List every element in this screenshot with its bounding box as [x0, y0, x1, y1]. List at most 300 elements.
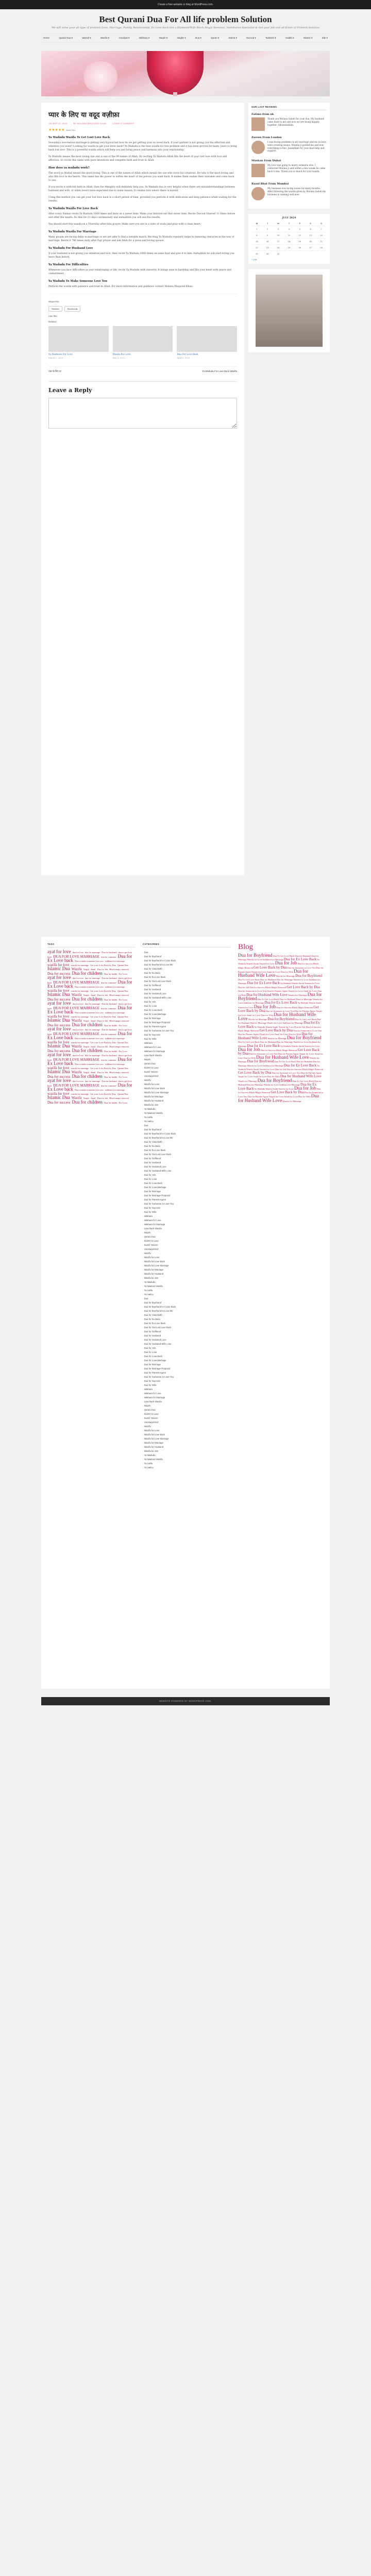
tag-link[interactable]: DUA FOR LOVE MARRIAGE [53, 1057, 100, 1062]
tag-link[interactable]: Dua for Ex Love back [47, 1030, 132, 1040]
calendar-day[interactable]: 29 [251, 251, 262, 257]
calendar-day[interactable]: 5 [294, 226, 305, 232]
nav-item[interactable]: Qurani Dua ▾ [59, 37, 73, 39]
category-item[interactable]: › Qurani Dua [143, 1234, 230, 1239]
blog-link[interactable]: Dua for Parents Agree [238, 1033, 259, 1036]
tag-link[interactable]: Black magic removal [109, 1097, 129, 1099]
blog-link[interactable]: Dua for Wife [298, 1095, 311, 1098]
calendar-day[interactable]: 8 [251, 232, 262, 239]
category-item[interactable]: › Dua for Love Back [143, 1181, 230, 1185]
tag-link[interactable]: istikhara for marriage [105, 1037, 125, 1040]
blog-link[interactable]: Wazifa for Marriage [276, 975, 295, 978]
tag-link[interactable]: Dua to make someone love you [75, 1037, 104, 1040]
tag-link[interactable]: ayat for love [47, 975, 71, 980]
tag-link[interactable]: Islamic Dua [47, 992, 70, 997]
blog-link[interactable]: Dua To Get Love Back [257, 998, 279, 1001]
tag-link[interactable]: ayat for love [47, 1026, 71, 1031]
calendar-day[interactable]: 2 [262, 226, 273, 232]
category-item[interactable]: › Dua for Girlfriend [143, 983, 230, 987]
blog-link[interactable]: Dua for Wife [267, 1075, 280, 1078]
category-item[interactable]: › Dua for Husband Wife Love [143, 1342, 230, 1346]
tag-link[interactable]: Dua for health [104, 1049, 117, 1053]
calendar-day[interactable]: 11 [284, 232, 295, 239]
blog-link[interactable]: Black Magic Removal [302, 1067, 324, 1071]
tag-link[interactable]: DUA FOR LOVE MARRIAGE [53, 1006, 100, 1010]
blog-link[interactable]: Ya Wadudu Wazifa [238, 1064, 320, 1071]
nav-item[interactable]: Tasbeeh ▾ [265, 37, 276, 39]
post-date[interactable]: ON MAY 22, 2024 [48, 122, 68, 125]
category-item[interactable]: › Uncategorized [143, 1420, 230, 1424]
blog-link[interactable]: Dua for Boyfriend [267, 1017, 295, 1022]
tag-link[interactable]: Qurani Dua [117, 989, 128, 992]
tag-link[interactable]: DUA FOR LOVE MARRIAGE [53, 980, 100, 985]
blog-link[interactable]: Get Love Back by Dua [238, 1071, 272, 1075]
calendar-day[interactable]: 31 [273, 251, 284, 257]
blog-link[interactable]: Ya Wadudu Wazifa [297, 1002, 315, 1005]
tag-link[interactable]: Dua for Job [97, 1071, 108, 1074]
tag-link[interactable]: Get your Love Back by Dua [90, 1041, 116, 1044]
blog-link[interactable]: Ya Wadudu Wazifa [254, 1087, 272, 1090]
nav-item[interactable]: Istigfar ▾ [177, 37, 186, 39]
category-item[interactable]: › Ya Wadudu [143, 1280, 230, 1284]
blog-link[interactable]: Dua for Success [286, 1067, 302, 1071]
category-item[interactable]: › Dua for Girlfriend [143, 1329, 230, 1333]
tag-link[interactable]: dua for someone [101, 955, 116, 958]
tag-link[interactable]: Dua for success [47, 1048, 71, 1053]
category-item[interactable]: › Wazifa for Marriage [143, 1440, 230, 1445]
tag-link[interactable]: Black magic removal [109, 1045, 129, 1048]
blog-link[interactable]: Wazifa for Love [247, 958, 262, 961]
blog-link[interactable]: Get Love Back by Dua [254, 965, 287, 970]
blog-link[interactable]: Dua for Ex Love Back [247, 1043, 280, 1048]
blog-link[interactable]: Dua for Wife [261, 1014, 274, 1017]
blog-link[interactable]: Istikhara for Marriage [238, 978, 321, 985]
calendar-day[interactable]: 19 [294, 239, 305, 245]
category-item[interactable]: › Dua for Ex Back [143, 1317, 230, 1321]
blog-link[interactable]: Dua for Marriage [296, 998, 312, 1001]
category-item[interactable]: › Dua for Husband Love [143, 991, 230, 995]
site-title[interactable]: Best Qurani Dua For All life problem Solution [99, 14, 272, 24]
calendar-day[interactable]: 6 [305, 226, 316, 232]
blog-link[interactable]: Dua for Husband Wife Love [256, 1055, 309, 1060]
tag-link[interactable]: DUA FOR LOVE MARRIAGE [53, 1031, 100, 1036]
blog-link[interactable]: Istikhara for Marriage [282, 1022, 303, 1025]
tag-link[interactable]: dua for someone [101, 1032, 116, 1036]
blog-link[interactable]: Get Love Back by Dua [271, 1090, 304, 1095]
tag-link[interactable]: Amal [90, 1020, 96, 1022]
category-item[interactable]: › Love Back Wazifa [143, 1226, 230, 1230]
category-item[interactable]: › Dua for Job [143, 999, 230, 1004]
tag-link[interactable]: Naqsh [83, 1097, 89, 1099]
blog-link[interactable]: Dua for Marriage [276, 1041, 293, 1044]
tag-link[interactable]: Islamic Dua [47, 1018, 70, 1023]
blog-link[interactable]: Surah Yaseen for Love [238, 1002, 322, 1009]
category-item[interactable]: › Istikhara [143, 1214, 230, 1218]
category-item[interactable]: › Istikhara for Marriage [143, 1395, 230, 1399]
blog-link[interactable]: Dua for Job [294, 1085, 316, 1091]
tag-link[interactable]: wazifa for love [47, 1014, 70, 1019]
blog-link[interactable]: Dua for Ex Love Back [247, 981, 280, 986]
blog-link[interactable]: Dua for Husband [295, 955, 311, 957]
tag-link[interactable]: istikhara for marriage [105, 1011, 125, 1014]
calendar-day[interactable]: 1 [251, 226, 262, 232]
tag-link[interactable]: Naqsh [83, 1045, 89, 1048]
tag-link[interactable]: Wazifa [71, 1070, 82, 1074]
category-item[interactable]: › Ya Latifu [143, 1288, 230, 1292]
tag-link[interactable]: Dua for Job [97, 1020, 108, 1022]
tag-link[interactable]: dua for love [72, 1080, 83, 1082]
blog-link[interactable]: Istikhara for Marriage [238, 1041, 321, 1047]
tag-link[interactable]: DUA FOR LOVE MARRIAGE [53, 954, 100, 959]
blog-link[interactable]: Dua for Boyfriend [257, 1077, 292, 1083]
tag-link[interactable]: Dua for husband [102, 1080, 117, 1082]
blog-link[interactable]: Dua To Get Love Back [274, 1060, 296, 1063]
tag-link[interactable]: Dua for children [72, 970, 103, 976]
category-item[interactable]: › Dua [143, 950, 230, 954]
category-item[interactable]: › Qurani Dua [143, 1061, 230, 1065]
tag-link[interactable]: Dua for Ex Love back [47, 1082, 132, 1092]
tag-link[interactable]: Black magic removal [109, 994, 129, 996]
blog-link[interactable]: Dua for Wife [243, 1057, 256, 1060]
share-twitter-button[interactable]: Twitter [48, 306, 62, 312]
tag-link[interactable]: Dua for Job [97, 1097, 108, 1099]
blog-link[interactable]: Amal for Love [274, 1033, 289, 1036]
blog-link[interactable]: Dua for Ex Love Back [264, 1001, 297, 1005]
tag-link[interactable]: Dua for husband [102, 977, 117, 979]
tag-link[interactable]: istikhara for marriage [105, 986, 125, 988]
related-thumbnail[interactable] [113, 326, 173, 352]
category-item[interactable]: › Dua for Wife [143, 1383, 230, 1387]
tag-link[interactable]: Amal [90, 968, 96, 971]
category-item[interactable]: › Dua for Husband [143, 1160, 230, 1164]
category-item[interactable]: › Dua for Boyfriend to Come Back [143, 958, 230, 962]
blog-link[interactable]: Dua for Ex Love Back [238, 1021, 320, 1029]
tag-link[interactable]: ayat for love [47, 1052, 71, 1057]
nav-item[interactable]: Zikr ▾ [322, 37, 328, 39]
tag-link[interactable]: Black magic removal [109, 968, 129, 971]
blog-link[interactable]: Dua for Husband [238, 1018, 321, 1025]
category-item[interactable]: › Dua for Love Back [143, 1354, 230, 1358]
tag-link[interactable]: Dua for husband [102, 1028, 117, 1031]
tag-link[interactable]: Dua for success [47, 1074, 71, 1079]
tag-link[interactable]: Dua for Ex Love back [47, 953, 132, 963]
tag-link[interactable]: wazifa for marriage [71, 963, 89, 967]
tag-link[interactable]: wazifa for marriage [71, 989, 89, 992]
category-item[interactable]: › Dua for Ex Back [143, 1144, 230, 1148]
blog-link[interactable]: Wazifa for Marriage [282, 1099, 301, 1103]
tag-link[interactable]: wazifa for marriage [71, 1092, 89, 1095]
blog-link[interactable]: Dua for Husband [279, 998, 296, 1001]
category-item[interactable]: › Wazifa for Love Marriage [143, 1436, 230, 1440]
category-item[interactable]: › Dua for Ex Love Back [143, 1321, 230, 1325]
blog-link[interactable]: Istikhara for Marriage [243, 1002, 264, 1005]
tag-link[interactable]: For Love [119, 972, 127, 975]
blog-link[interactable]: Get Love Back by Dua [286, 985, 320, 989]
blog-link[interactable]: Wazifa for Love [267, 1022, 282, 1025]
tag-link[interactable]: wazifa for marriage [71, 1066, 89, 1070]
calendar-day[interactable]: 10 [273, 232, 284, 239]
blog-link[interactable]: Dua for Husband Wife Love [238, 1012, 316, 1022]
category-item[interactable]: › Dua for Boyfriend to Come Back [143, 1304, 230, 1309]
category-item[interactable]: › Dua for Job [143, 1173, 230, 1177]
blog-link[interactable]: Dua To Get Love Back [238, 978, 260, 981]
tag-link[interactable]: Islamic Dua [47, 1095, 70, 1100]
prev-post-link[interactable]: प्यार के लिए या [48, 370, 61, 372]
tag-link[interactable]: Get your Love Back by Dua [90, 1092, 116, 1095]
blog-link[interactable]: Wazifa for Marriage [248, 1018, 267, 1021]
nav-item[interactable]: Islamic ▾ [303, 37, 313, 39]
category-item[interactable]: › Ya Latifu [143, 1115, 230, 1119]
tag-link[interactable]: Dua for Job [97, 994, 108, 996]
nav-item[interactable]: Home [43, 37, 50, 39]
blog-link[interactable]: Ya Wadudu Wazifa [280, 1044, 298, 1047]
category-item[interactable]: › Wazifa for Husband [143, 1098, 230, 1103]
blog-link[interactable]: Naqsh for Love [251, 970, 266, 973]
blog-link[interactable]: Dua for Husband Wife Love [246, 993, 288, 997]
calendar-day[interactable]: 26 [294, 245, 305, 251]
tag-link[interactable]: dua for love [72, 1003, 83, 1005]
calendar-day[interactable]: 9 [262, 232, 273, 239]
category-item[interactable]: › Dua for Get Lost Love Back [143, 1152, 230, 1156]
category-item[interactable]: › Dua for Boyfriend [143, 1300, 230, 1304]
blog-link[interactable]: Dua for Someone to Love You [272, 1072, 300, 1075]
tag-link[interactable]: Qurani Dua [117, 1015, 128, 1018]
blog-link[interactable]: Get Love Back by Dua [259, 1028, 293, 1032]
nav-item[interactable]: Quran ▾ [211, 37, 220, 39]
category-item[interactable]: › Wazifa for Husband [143, 1445, 230, 1449]
blog-link[interactable]: Ya Wadudu Wazifa [280, 982, 298, 985]
blog-link[interactable]: Wazifa for Love [238, 998, 323, 1005]
category-item[interactable]: › Dua for Child Birth [143, 1140, 230, 1144]
blog-link[interactable]: Istikhara for Marriage [279, 1083, 300, 1086]
category-item[interactable]: › Wazifa for Job [143, 1103, 230, 1107]
calendar-day[interactable]: 27 [305, 245, 316, 251]
blog-link[interactable]: Dua for Boyfriend [238, 992, 322, 1002]
tag-link[interactable]: istikhara for marriage [105, 1089, 125, 1091]
tag-link[interactable]: Get your Love Back by Dua [90, 1066, 116, 1070]
category-item[interactable]: › Dua for Husband Wife Love [143, 995, 230, 999]
calendar-day[interactable]: 17 [273, 239, 284, 245]
category-item[interactable]: › Surah for Love [143, 1065, 230, 1070]
blog-link[interactable]: Dua for Wife [289, 1033, 301, 1036]
tag-link[interactable]: Dua to make someone love you [75, 986, 104, 988]
tag-link[interactable]: dua to get love back [47, 1028, 132, 1036]
blog-link[interactable]: Dua To Get Love Back [238, 1041, 260, 1044]
category-item[interactable]: › Surah for Love [143, 1239, 230, 1243]
tag-link[interactable]: Dua for Ex Love back [47, 1005, 132, 1014]
tag-link[interactable]: Dua for Job [97, 968, 108, 971]
tag-link[interactable]: Dua for success [47, 1023, 71, 1027]
category-item[interactable]: › Dua for Marriage Proposal [143, 1366, 230, 1370]
category-item[interactable]: › Wazifa for Love Back [143, 1086, 230, 1090]
calendar-day[interactable]: 23 [262, 245, 273, 251]
tag-link[interactable]: Black magic removal [109, 1071, 129, 1074]
category-item[interactable]: › Dua for Ex Love Back [143, 1148, 230, 1152]
category-item[interactable]: › Ya Wadood Wazifa [143, 1457, 230, 1461]
tag-link[interactable]: dua for marriage [85, 1080, 100, 1082]
share-facebook-button[interactable]: Facebook [64, 306, 80, 312]
category-item[interactable]: › Istikhara for Love [143, 1391, 230, 1395]
category-item[interactable]: › Ya Wadood Wazifa [143, 1111, 230, 1115]
tag-link[interactable]: dua for marriage [85, 1028, 100, 1031]
blog-link[interactable]: Wazifa for Marriage [238, 1057, 319, 1063]
category-item[interactable]: › Istikhara for Marriage [143, 1049, 230, 1053]
blog-link[interactable]: Black Magic Removal [249, 1091, 271, 1094]
rating-stars[interactable] [48, 128, 237, 132]
tag-link[interactable]: ayat for love [47, 1078, 71, 1083]
category-item[interactable]: › Dua for Wife [143, 1037, 230, 1041]
tag-link[interactable]: Wazifa [71, 967, 82, 971]
tag-link[interactable]: Dua for Ex Love back [47, 1056, 132, 1066]
category-item[interactable]: › Dua for Marriage [143, 1189, 230, 1193]
blog-link[interactable]: Dua for Success [249, 986, 265, 989]
category-item[interactable]: › Dua for Boyfriend [143, 954, 230, 958]
tag-link[interactable]: Dua for husband [102, 1003, 117, 1005]
related-title[interactable]: Ya Wadoodo For Love [48, 353, 73, 356]
blog-link[interactable]: Wazifa for Love [247, 1064, 262, 1067]
calendar-day[interactable]: 12 [294, 232, 305, 239]
category-item[interactable]: › Ya Wadood Wazifa [143, 1284, 230, 1288]
blog-link[interactable]: Dua for Someone to Love You [238, 1091, 324, 1098]
blog-link[interactable]: Naqsh for Love [268, 1095, 284, 1098]
blog-link[interactable]: Dua for Parents Agree [294, 1009, 316, 1012]
category-item[interactable]: › Ya Hafizu [143, 1292, 230, 1296]
tag-link[interactable]: Islamic Dua [47, 1069, 70, 1074]
blog-link[interactable]: Naqsh for Love [238, 1075, 253, 1078]
category-item[interactable]: › Surah Yaseen [143, 1070, 230, 1074]
tag-link[interactable]: dua for marriage [85, 1054, 100, 1057]
blog-link[interactable]: Surah Yaseen for Love [273, 1025, 294, 1028]
calendar-day[interactable]: 3 [273, 226, 284, 232]
tag-link[interactable]: Dua to make someone love you [75, 1011, 104, 1014]
tag-link[interactable]: Dua to make someone love you [75, 1063, 104, 1065]
category-item[interactable]: › Wazifa for Job [143, 1276, 230, 1280]
blog-link[interactable]: Wazifa for Marriage [267, 1037, 287, 1040]
category-item[interactable]: › Dua for Love Back [143, 1008, 230, 1012]
tag-link[interactable]: Dua to make someone love you [75, 1089, 104, 1091]
tag-link[interactable]: dua to get love back [47, 1054, 132, 1061]
tag-link[interactable]: dua for someone [101, 1058, 116, 1061]
category-item[interactable]: › Dua for Someone to Love You [143, 1375, 230, 1379]
category-item[interactable]: › Wazifa for Marriage [143, 1094, 230, 1098]
tag-link[interactable]: Wazifa [71, 1096, 82, 1100]
blog-link[interactable]: Dua for Success [238, 1087, 321, 1094]
category-item[interactable]: › Wazifa for Love Back [143, 1259, 230, 1263]
tag-link[interactable]: Islamic Dua [47, 966, 70, 971]
category-item[interactable]: › Istikhara [143, 1387, 230, 1391]
blog-link[interactable]: Dua for Job [275, 960, 297, 966]
blog-link[interactable]: Dua for Husband [260, 1041, 276, 1044]
category-item[interactable]: › Dua for Ex Back [143, 971, 230, 975]
blog-link[interactable]: Naqsh for Love [299, 1053, 314, 1056]
blog-link[interactable]: Wazifa for Marriage [238, 1079, 257, 1082]
blog-link[interactable]: Dua for Success [260, 1048, 276, 1052]
tag-link[interactable]: Amal [90, 1045, 96, 1048]
category-item[interactable]: › Dua for Job [143, 1346, 230, 1350]
category-item[interactable]: › Dua for Love Marriage [143, 1012, 230, 1016]
calendar-day[interactable]: 4 [284, 226, 295, 232]
category-item[interactable]: › Naqsh [143, 1057, 230, 1061]
nav-item[interactable]: Wazifa ▾ [100, 37, 110, 39]
category-item[interactable]: › Wazifa for Love [143, 1255, 230, 1259]
tag-link[interactable]: dua for marriage [85, 977, 100, 979]
tag-link[interactable]: Dua for children [72, 996, 103, 1002]
tag-link[interactable]: DUA FOR LOVE MARRIAGE [53, 1083, 100, 1088]
blog-link[interactable]: Dua for Job [238, 986, 249, 989]
category-item[interactable]: › Dua for Boyfriend to Come Back [143, 1131, 230, 1136]
blog-link[interactable]: Dua for Husband [260, 978, 276, 981]
blog-link[interactable]: Dua for Marriage [276, 978, 293, 981]
category-item[interactable]: › Dua for Love [143, 1004, 230, 1008]
calendar-day[interactable]: 22 [251, 245, 262, 251]
nav-item[interactable]: Naqsh ▾ [159, 37, 168, 39]
category-item[interactable]: › Dua for Marriage Proposal [143, 1020, 230, 1024]
blog-link[interactable]: Dua To Get Love Back [273, 955, 295, 957]
blog-link[interactable]: Naqsh for Love [288, 989, 303, 992]
calendar-prev-link[interactable]: « Jun [251, 258, 257, 261]
tag-link[interactable]: wazifa for love [47, 962, 70, 967]
blog-link[interactable]: Ya Wadudu Wazifa [254, 1025, 272, 1028]
wordpress-topbar[interactable]: Create a free website or blog at WordPress.com. [0, 0, 371, 9]
category-item[interactable]: › Dua for Love Marriage [143, 1358, 230, 1362]
blog-link[interactable]: Dua for Boyfriend [247, 1059, 274, 1064]
tag-link[interactable]: dua for love [72, 977, 83, 979]
tag-link[interactable]: dua to get love back [47, 977, 132, 984]
tag-link[interactable]: Dua to make someone love you [75, 960, 104, 962]
category-item[interactable]: › Dua for Girlfriend [143, 1156, 230, 1160]
blog-link[interactable]: Dua for Job [254, 1004, 276, 1009]
blog-link[interactable]: Wazifa for Marriage [288, 994, 307, 997]
calendar-day[interactable]: 18 [284, 239, 295, 245]
tag-link[interactable]: dua to get love back [47, 951, 132, 958]
category-item[interactable]: › Dua for Husband Love [143, 1337, 230, 1342]
blog-link[interactable]: Dua for Ex Love Back [283, 1063, 317, 1067]
comment-textarea[interactable] [48, 398, 237, 429]
blog-link[interactable]: Dua for Wife [281, 970, 293, 973]
tag-link[interactable]: Black magic removal [109, 1020, 129, 1022]
blog-link[interactable]: Dua for Parents Agree [300, 1072, 322, 1075]
blog-link[interactable]: Amal for Love [266, 970, 281, 973]
tag-link[interactable]: Wazifa [71, 1019, 82, 1023]
category-item[interactable]: › Uncategorized [143, 1074, 230, 1078]
tag-link[interactable]: dua for someone [101, 1007, 116, 1010]
tag-link[interactable]: wazifa for love [47, 1040, 70, 1044]
category-item[interactable]: › Dua for Marriage [143, 1362, 230, 1366]
category-item[interactable]: › Dua for Child Birth [143, 967, 230, 971]
category-item[interactable]: › Wazifa [143, 1424, 230, 1428]
blog-link[interactable]: Istikhara for Marriage [263, 1064, 283, 1067]
blog-link[interactable]: Black Magic Removal [276, 1048, 297, 1052]
calendar-day[interactable]: 30 [262, 251, 273, 257]
nav-item[interactable]: Amaliyat ▾ [119, 37, 130, 39]
tag-link[interactable]: Dua for health [104, 998, 117, 1001]
category-item[interactable]: › Ya Latifu [143, 1461, 230, 1465]
tag-link[interactable]: Dua for health [104, 1024, 117, 1027]
blog-link[interactable]: Dua for Someone to Love You [293, 1029, 322, 1032]
category-item[interactable]: › Dua for Child Birth [143, 1313, 230, 1317]
blog-link[interactable]: Amal for Love [253, 1075, 267, 1078]
blog-link[interactable]: Dua for Parents Agree [267, 989, 288, 992]
blog-link[interactable]: Dua for Husband [296, 1060, 313, 1063]
related-post[interactable] [177, 326, 237, 359]
tag-link[interactable]: Dua for husband [102, 951, 117, 954]
blog-link[interactable]: Dua for Boyfriend [287, 1035, 322, 1041]
tag-link[interactable]: Amal [90, 1097, 96, 1099]
category-item[interactable]: › Surah Yaseen [143, 1243, 230, 1247]
nav-item[interactable]: Dua ▾ [195, 37, 201, 39]
category-item[interactable]: › Dua for Parents Agree [143, 1370, 230, 1375]
calendar-day[interactable]: 28 [316, 245, 327, 251]
